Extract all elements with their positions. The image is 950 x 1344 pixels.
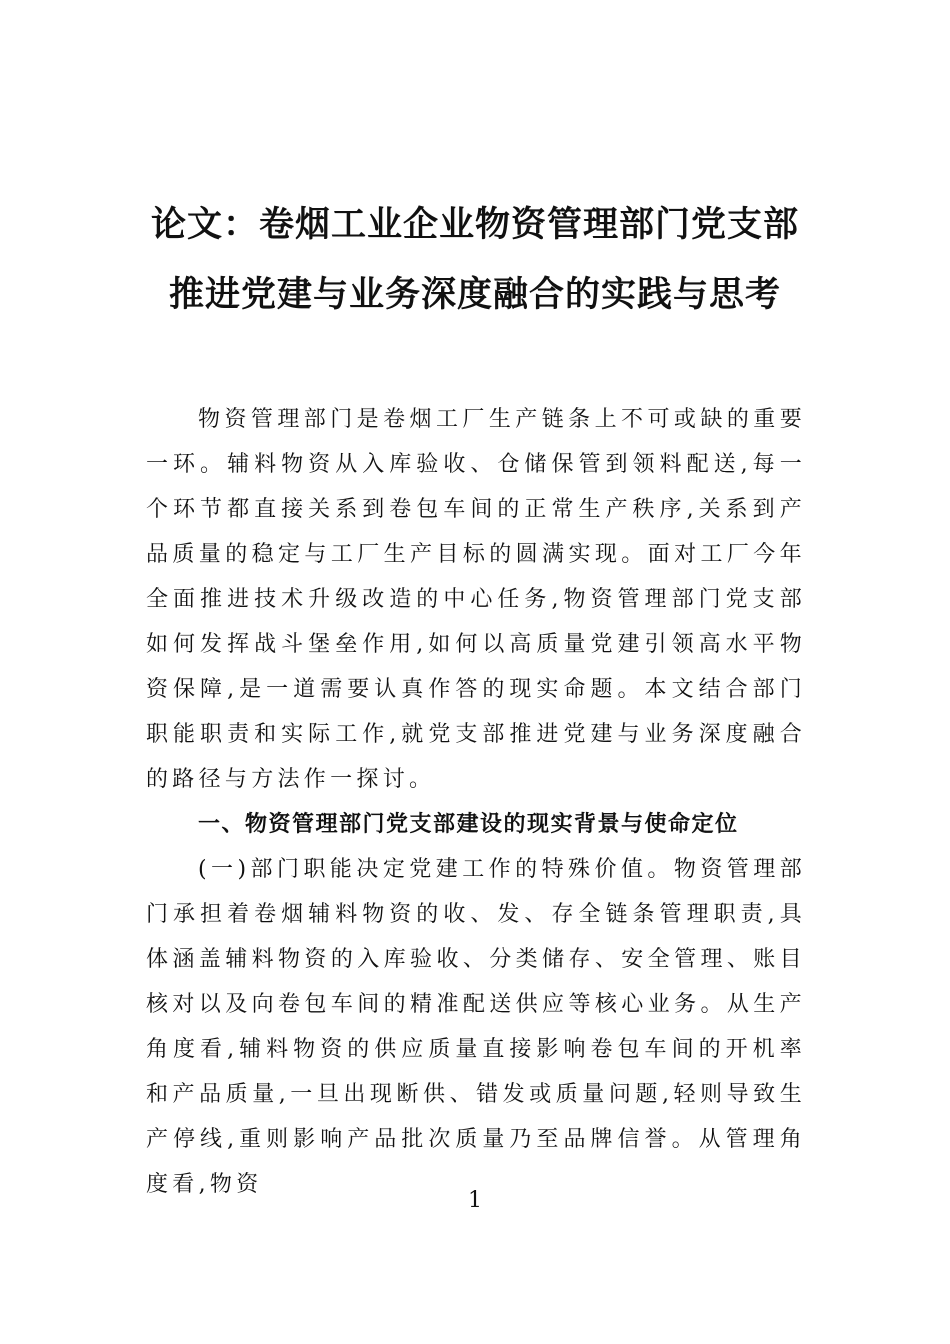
title-line-2: 推进党建与业务深度融合的实践与思考: [168, 274, 781, 315]
document-body: [146, 397, 806, 1207]
document-title: [120, 190, 830, 330]
title-line-1: 论文：卷烟工业企业物资管理部门党支部: [150, 204, 799, 245]
section-heading: 一、物资管理部门党支部建设的现实背景与使命定位: [198, 812, 739, 837]
page-number: 1: [468, 1188, 482, 1213]
intro-paragraph: 物资管理部门是卷烟工厂生产链条上不可或缺的重要一环。辅料物资从入库验收、仓储保管到领料配送,每一个环节都直接关系到卷包车间的正常生产秩序,关系到产品质量的稳定与工厂生产目标的圆满实现。面对工厂今年全面推进技术升级改造的中心任务,物资管理部门党支部如何发挥战斗堡垒作用,如何以高质量党建引领高水平物资保障,是一道需要认真作答的现实命题。本文结合部门职能职责和实际工作,就党支部推进党建与业务深度融合的路径与方法作一探讨。: [146, 407, 806, 792]
section-paragraph: (一)部门职能决定党建工作的特殊价值。物资管理部门承担着卷烟辅料物资的收、发、存全链条管理职责,具体涵盖辅料物资的入库验收、分类储存、安全管理、账目核对以及向卷包车间的精准配送供应等核心业务。从生产角度看,辅料物资的供应质量直接影响卷包车间的开机率和产品质量,一旦出现断供、错发或质量问题,轻则导致生产停线,重则影响产品批次质量乃至品牌信誉。从管理角度看,物资: [146, 857, 806, 1197]
